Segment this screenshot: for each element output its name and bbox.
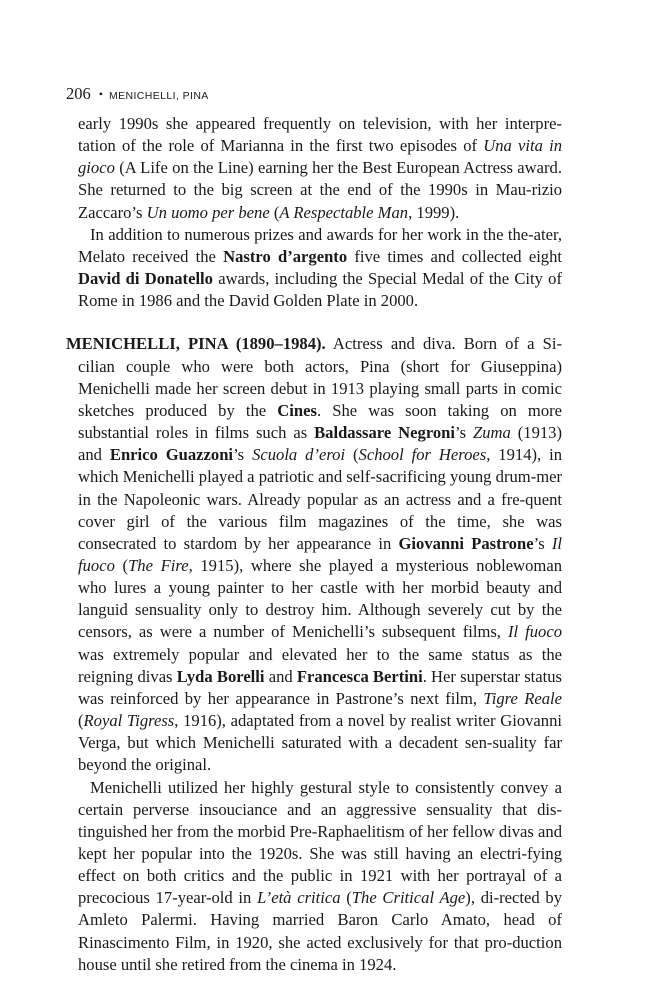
section-title: MENICHELLI, PINA — [108, 90, 209, 102]
text-run: ( — [340, 888, 352, 908]
melato-paragraph-1 — [66, 113, 562, 224]
title-italic: Il fuoco — [507, 622, 563, 642]
entry-paragraph-1-text — [78, 334, 562, 774]
bullet-separator: • — [98, 87, 103, 101]
title-italic: Royal Tigress — [83, 711, 175, 731]
text-run: ’s — [455, 423, 474, 443]
text-run: In addition to numerous prizes and awards for her work in the the-ater, Melato received the — [78, 224, 562, 266]
cross-reference: Baldassare Negroni — [314, 423, 456, 443]
title-italic: Una vita in gioco — [78, 136, 562, 178]
title-italic: Scuola d’eroi — [252, 445, 346, 465]
cross-reference: Francesca Bertini — [296, 666, 423, 686]
cross-reference: Nastro d’argento — [223, 246, 348, 266]
cross-reference: Cines — [277, 400, 317, 420]
title-italic: A Respectable Man — [279, 202, 409, 222]
entry-menichelli — [66, 333, 562, 776]
text-run: , 1999). — [408, 202, 460, 222]
cross-reference: Giovanni Pastrone — [398, 533, 534, 553]
text-run: five times and collected eight — [347, 246, 563, 266]
cross-reference: David di Donatello — [78, 269, 213, 289]
text-run: Actress and diva. Born of a Si-cilian couple who were both actors, Pina (short for Giuseppina) Menichelli made her screen debut in 1913 playing small parts in comic sketches produced by the — [78, 334, 562, 420]
title-italic: The Fire — [128, 555, 189, 575]
title-italic: L’età critica — [257, 888, 341, 908]
page-number: 206 — [66, 84, 91, 103]
text-run: . She was soon taking on more substantial roles in films such as — [78, 400, 563, 443]
entry-headword: MENICHELLI, PINA (1890–1984). — [66, 334, 326, 354]
running-head — [66, 84, 209, 104]
body-text — [66, 113, 562, 976]
text-run: (1913) and — [78, 423, 562, 465]
text-run: early 1990s she appeared frequently on television, with her interpre-tation of the role of Marianna in the first two episodes of — [78, 114, 562, 156]
title-italic: Tigre Reale — [483, 688, 562, 708]
title-italic: Zuma — [473, 423, 511, 443]
text-run: ’s — [533, 533, 552, 553]
title-italic: School for Heroes — [358, 445, 487, 465]
text-run: , 1916), adaptated from a novel by realist writer Giovanni Verga, but which Menichelli saturated with a decadent sen-suality far beyond the original. — [78, 711, 562, 775]
text-run: Menichelli utilized her highly gestural style to consistently convey a certain perverse insouciance and an aggressive sensuality that dis-tinguished her from the morbid Pre-Raphaelitism of her fellow divas and kept her popular into the 1920s. She was still having an electri-fying effect on both critics and the public in 1921 with her portrayal of a precocious 17-year-old in — [78, 777, 562, 908]
text-run: ( — [345, 445, 359, 465]
text-run: ’s — [233, 445, 253, 465]
text-run: was extremely popular and elevated her to the same status as the reigning divas — [78, 644, 562, 686]
text-run: , 1914), in which Menichelli played a patriotic and self-sacrificing young drum-mer in the Napoleonic wars. Already popular as an actress and a fre-quent cover girl of the various film magazines of the time, she was consecrated to stardom by her appearance in — [78, 445, 563, 553]
melato-paragraph-2 — [66, 224, 562, 313]
text-run: awards, including the Special Medal of the City of Rome in 1986 and the David Golden Plate in 2000. — [78, 269, 562, 311]
text-run: ), di-rected by Amleto Palermi. Having married Baron Carlo Amato, head of Rinascimento Film, in 1920, she acted exclusively for that pro-duction house until she retired from the cinema in 1924. — [78, 888, 562, 974]
text-run: (A Life on the Line) earning her the Best European Actress award. She returned to the big screen at the end of the 1990s in Mau-rizio Zaccaro’s — [78, 158, 562, 222]
text-run: . Her superstar status was reinforced by her appearance in Pastrone’s next film, — [78, 666, 562, 708]
text-run: ( — [114, 555, 129, 575]
cross-reference: Enrico Guazzoni — [109, 445, 234, 465]
entry-paragraph-2 — [66, 777, 562, 976]
title-italic: Il fuoco — [78, 533, 563, 575]
text-run: , 1915), where she played a mysterious noblewoman who lures a young painter to her castle with her morbid beauty and languid sensuality only to destroy him. Although severely cut by the censors, as were a number of Menichelli’s subsequent films, — [78, 555, 562, 642]
title-italic: Un uomo per bene — [146, 202, 270, 222]
text-run: and — [264, 666, 297, 686]
text-run: ( — [78, 711, 84, 731]
text-run: ( — [269, 202, 280, 222]
cross-reference: Lyda Borelli — [176, 666, 265, 686]
title-italic: The Critical Age — [351, 888, 466, 908]
